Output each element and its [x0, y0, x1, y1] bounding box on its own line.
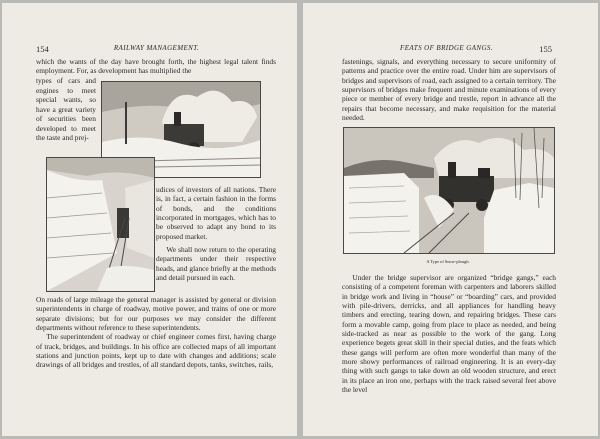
right-page-header	[341, 44, 552, 54]
right-page	[303, 3, 598, 436]
figure-caption: A Type of Snow-plough.	[426, 259, 470, 264]
body-text-wrap-narrow: types of cars and engines to meet special wants, so have a great variety of securities been developed to meet the taste and prej-	[36, 76, 96, 143]
body-text-right-column: udices of investors of all nations. There is, in fact, a certain fashion in the forms of bonds, and the conditions incorporated in mortgages, which has to be observed to adapt any bond to its proposed market. We shall now return to the operating departments under their respective heads, and glance briefly at the methods and detail pursued in each.	[156, 185, 276, 283]
body-text-top: which the wants of the day have brought forth, the highest legal talent finds employment. For, as development has multiplied the	[36, 57, 276, 76]
body-text-top: fastenings, signals, and everything necessary to secure uniformity of patterns and practice over the entire road. Under him are supervisors of bridges and supervisors of road, each assigned to a certain territory. The supervisors of bridges make frequent and minute examinations of every piece or member of every bridge and trestle, report in advance all the repairs that become necessary, and make requisition for the material needed.	[342, 57, 556, 123]
running-title: FEATS OF BRIDGE GANGS.	[400, 44, 493, 52]
left-page-header	[36, 44, 277, 54]
engraving-snow-cut	[46, 157, 155, 292]
page-number: 154	[36, 44, 49, 54]
body-text-bottom: On roads of large mileage the general manager is assisted by general or division superintendents in charge of roadway, motive power, and trains of one or more separate divisions; but for our purposes we may consider the different departments without reference to these superintendents. The superintendent of roadway or chief engineer comes first, having charge of track, bridges, and buildings. In his office are collected maps of all important stations and junction points, kept up to date with changes and additions; scale drawings of all bridges and trestles, of all standard depots, tanks, switches, rails,	[36, 295, 276, 370]
left-page	[2, 3, 297, 436]
running-title: RAILWAY MANAGEMENT.	[113, 44, 200, 52]
page-number: 155	[539, 44, 552, 54]
body-text-bottom: Under the bridge supervisor are organized “bridge gangs,” each consisting of a competent foreman with carpenters and laborers skilled in bridge work and living in “house” or “boarding” cars, and provided with pile-drivers, derricks, and all appliances for handling heavy timbers and erecting, tearing down, and repairing bridges. These cars form a movable camp, going from place to place as needed, and being side-tracked as near as possible to the work of the gang. Long experience begets great skill in their special duties, and the feats which these gangs will perform are often more wonderful than many of the more showy performances of railroad engineering. It is an every-day thing with such gangs to take down an old wooden structure, and erect in its place an iron one, perhaps with the track raised several feet above the level	[342, 273, 556, 395]
engraving-snow-plough	[343, 127, 555, 254]
